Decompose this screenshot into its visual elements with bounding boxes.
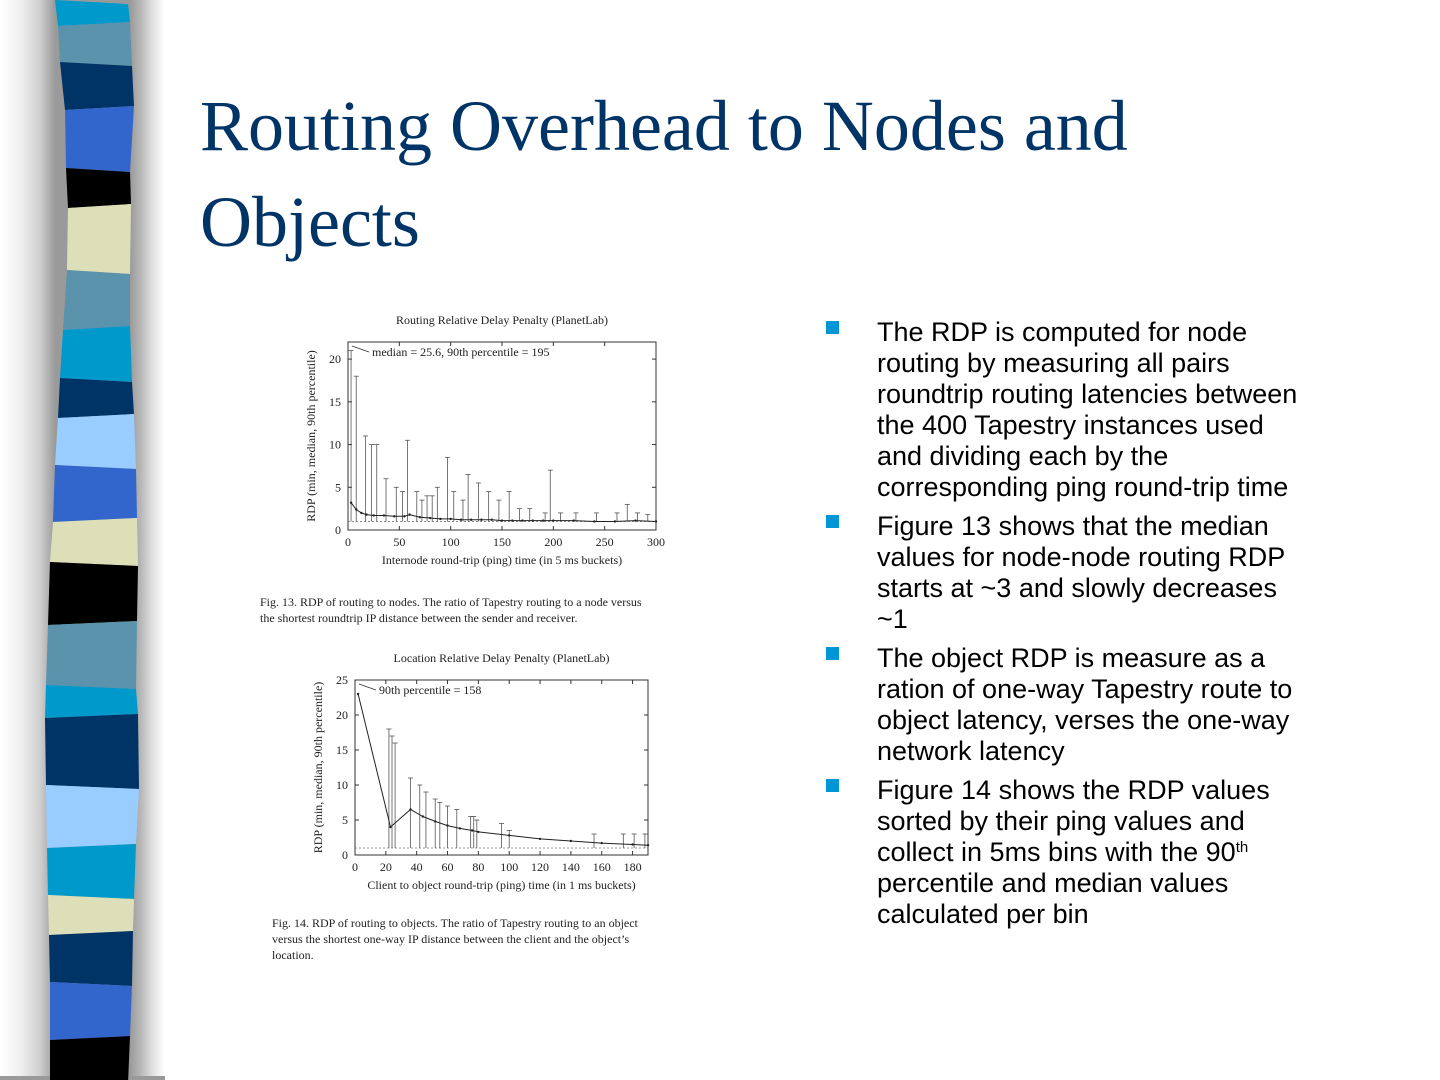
figure-13-caption-line-1: Fig. 13. RDP of routing to nodes. The ratio of Tapestry routing to a node versus xyxy=(260,595,642,609)
figure-14-caption-line-2: versus the shortest one-way IP distance between the client and the object’s xyxy=(272,932,630,946)
bullet-item-1 xyxy=(826,317,1386,503)
data-point xyxy=(552,519,554,521)
bullet-4-line-1: Figure 14 shows the RDP values xyxy=(877,775,1270,805)
data-point xyxy=(372,514,374,516)
bullet-4-line-3 xyxy=(877,837,1386,868)
sidebar-stripe xyxy=(50,1036,130,1080)
data-point xyxy=(403,515,405,517)
sidebar-stripe xyxy=(53,465,137,522)
sidebar-stripe xyxy=(55,0,130,26)
bullet-3-line-4: network latency xyxy=(877,736,1065,766)
bullet-2-line-4: ~1 xyxy=(877,604,908,634)
x-axis-label: Internode round-trip (ping) time (in 5 ms buckets) xyxy=(381,553,623,567)
data-point xyxy=(393,515,395,517)
bullet-1-line-2: routing by measuring all pairs xyxy=(877,348,1230,378)
sidebar-stripe xyxy=(46,621,137,689)
square-bullet-icon xyxy=(826,647,839,660)
sidebar-stripe xyxy=(60,62,134,110)
y-tick-label: 10 xyxy=(329,437,341,452)
data-point xyxy=(419,516,421,518)
data-point xyxy=(434,820,436,822)
data-point xyxy=(471,829,473,831)
x-tick-label: 160 xyxy=(592,860,611,874)
data-point xyxy=(459,827,461,829)
sidebar-stripe xyxy=(65,106,134,172)
sidebar-stripe xyxy=(47,844,136,899)
sidebar-stripe xyxy=(50,518,138,566)
superscript-th: th xyxy=(1235,839,1249,856)
bullet-4-line-4: percentile and median values xyxy=(877,868,1229,898)
figure-14-caption xyxy=(272,915,712,963)
sidebar-stripe xyxy=(48,895,134,935)
data-point xyxy=(542,519,544,521)
x-tick-label: 50 xyxy=(393,535,406,549)
figure-13 xyxy=(290,310,690,580)
decorative-sidebar xyxy=(0,0,165,1080)
chart-title: Routing Relative Delay Penalty (PlanetLab) xyxy=(396,313,608,327)
data-point xyxy=(357,693,359,695)
bullet-item-3 xyxy=(826,643,1386,767)
data-point xyxy=(389,826,391,828)
sidebar-stripe xyxy=(58,378,134,418)
data-point xyxy=(365,513,367,515)
square-bullet-icon xyxy=(826,321,839,334)
y-tick-label: 0 xyxy=(342,848,348,862)
bullet-2-line-3: starts at ~3 and slowly decreases xyxy=(877,573,1277,603)
sidebar-stripe xyxy=(45,714,139,789)
chart-title: Location Relative Delay Penalty (PlanetLab) xyxy=(393,651,610,665)
data-point xyxy=(409,808,411,810)
annotation-pointer xyxy=(359,684,376,690)
x-tick-label: 20 xyxy=(379,860,392,874)
bullet-3-line-2: ration of one-way Tapestry route to xyxy=(877,674,1293,704)
y-axis-label: RDP (min, median, 90th percentile) xyxy=(311,681,325,854)
title-line-1: Routing Overhead to Nodes and xyxy=(200,86,1128,166)
y-tick-label: 5 xyxy=(335,480,341,495)
median-line xyxy=(351,503,656,522)
square-bullet-icon xyxy=(826,515,839,528)
data-point xyxy=(477,831,479,833)
y-axis-label: RDP (min, median, 90th percentile) xyxy=(304,350,318,522)
bullet-item-4 xyxy=(826,775,1386,930)
median-line xyxy=(358,694,648,845)
y-tick-label: 15 xyxy=(336,743,348,757)
square-bullet-icon xyxy=(826,779,839,792)
figure-14-caption-line-3: location. xyxy=(272,948,314,962)
x-tick-label: 150 xyxy=(493,535,511,549)
slide-title xyxy=(200,78,1380,270)
bullet-3-line-3: object latency, verses the one-way xyxy=(877,705,1290,735)
data-point xyxy=(573,519,575,521)
x-axis-label: Client to object round-trip (ping) time (in 1 ms buckets) xyxy=(367,878,636,892)
data-point xyxy=(570,840,572,842)
y-tick-label: 20 xyxy=(329,352,341,367)
x-tick-label: 200 xyxy=(544,535,563,549)
data-point xyxy=(511,519,513,521)
x-tick-label: 0 xyxy=(345,535,351,549)
data-point xyxy=(614,520,616,522)
data-point xyxy=(470,519,472,521)
bullet-1-line-6: corresponding ping round-trip time xyxy=(877,472,1289,502)
data-point xyxy=(408,513,410,515)
bullet-item-2 xyxy=(826,511,1386,635)
data-point xyxy=(647,844,649,846)
data-point xyxy=(601,842,603,844)
data-point xyxy=(460,519,462,521)
annotation-pointer xyxy=(352,346,369,352)
data-point xyxy=(634,519,636,521)
bullet-2-line-1: Figure 13 shows that the median xyxy=(877,511,1269,541)
data-point xyxy=(422,815,424,817)
data-point xyxy=(508,834,510,836)
sidebar-stripe xyxy=(49,931,133,986)
bullet-2-line-2: values for node-node routing RDP xyxy=(877,542,1286,572)
bullet-list xyxy=(826,317,1386,938)
data-point xyxy=(521,519,523,521)
figure-14-caption-line-1: Fig. 14. RDP of routing to objects. The ratio of Tapestry routing to an object xyxy=(272,916,638,930)
sidebar-stripe xyxy=(48,562,138,625)
sidebar-stripe xyxy=(63,270,130,330)
figure-14-chart xyxy=(305,652,675,902)
data-point xyxy=(446,824,448,826)
data-point xyxy=(501,519,503,521)
x-tick-label: 40 xyxy=(410,860,423,874)
chart-annotation: 90th percentile = 158 xyxy=(379,683,482,697)
sidebar-stripe xyxy=(66,168,131,208)
x-tick-label: 100 xyxy=(500,860,519,874)
x-tick-label: 180 xyxy=(623,860,642,874)
sidebar-stripes xyxy=(0,0,165,1080)
bullet-1-line-4: the 400 Tapestry instances used xyxy=(877,410,1264,440)
x-tick-label: 120 xyxy=(531,860,550,874)
data-point xyxy=(631,843,633,845)
bullet-4-line-2: sorted by their ping values and xyxy=(877,806,1245,836)
data-point xyxy=(439,518,441,520)
bullet-1-line-1: The RDP is computed for node xyxy=(877,317,1248,347)
sidebar-stripe xyxy=(58,22,132,66)
figure-13-caption-line-2: the shortest roundtrip IP distance between the sender and receiver. xyxy=(260,611,578,625)
data-point xyxy=(429,517,431,519)
data-point xyxy=(360,512,362,514)
figure-13-chart xyxy=(290,310,690,580)
y-tick-label: 15 xyxy=(329,394,341,409)
data-point xyxy=(532,519,534,521)
x-tick-label: 0 xyxy=(352,860,358,874)
sidebar-stripe xyxy=(46,785,139,848)
y-tick-label: 10 xyxy=(336,778,348,792)
bullet-1-line-5: and dividing each by the xyxy=(877,441,1169,471)
data-point xyxy=(383,514,385,516)
x-tick-label: 140 xyxy=(561,860,580,874)
plot-frame xyxy=(348,342,656,530)
data-point xyxy=(350,501,352,503)
title-line-2: Objects xyxy=(200,182,420,262)
x-tick-label: 300 xyxy=(647,535,665,549)
bullet-1-line-3: roundtrip routing latencies between xyxy=(877,379,1298,409)
bullet-4-line-3-text: collect in 5ms bins with the 90 xyxy=(877,837,1236,867)
bullet-3-line-1: The object RDP is measure as a xyxy=(877,643,1266,673)
sidebar-stripe xyxy=(60,326,132,382)
data-point xyxy=(593,520,595,522)
y-tick-label: 25 xyxy=(336,673,348,687)
data-point xyxy=(480,519,482,521)
bullet-4-line-5: calculated per bin xyxy=(877,899,1089,929)
y-tick-label: 20 xyxy=(336,708,348,722)
figure-13-caption xyxy=(260,594,730,626)
figure-14 xyxy=(305,652,675,902)
sidebar-stripe xyxy=(67,204,131,274)
data-point xyxy=(539,838,541,840)
x-tick-label: 100 xyxy=(441,535,460,549)
x-tick-label: 250 xyxy=(595,535,614,549)
y-tick-label: 0 xyxy=(335,523,341,537)
data-point xyxy=(355,508,357,510)
sidebar-stripe xyxy=(50,982,132,1040)
y-tick-label: 5 xyxy=(342,813,348,827)
data-point xyxy=(655,520,657,522)
chart-annotation: median = 25.6, 90th percentile = 195 xyxy=(372,345,550,359)
x-tick-label: 80 xyxy=(472,860,485,874)
data-point xyxy=(449,518,451,520)
sidebar-stripe xyxy=(55,414,136,469)
x-tick-label: 60 xyxy=(441,860,454,874)
sidebar-stripe xyxy=(45,685,138,718)
data-point xyxy=(491,519,493,521)
